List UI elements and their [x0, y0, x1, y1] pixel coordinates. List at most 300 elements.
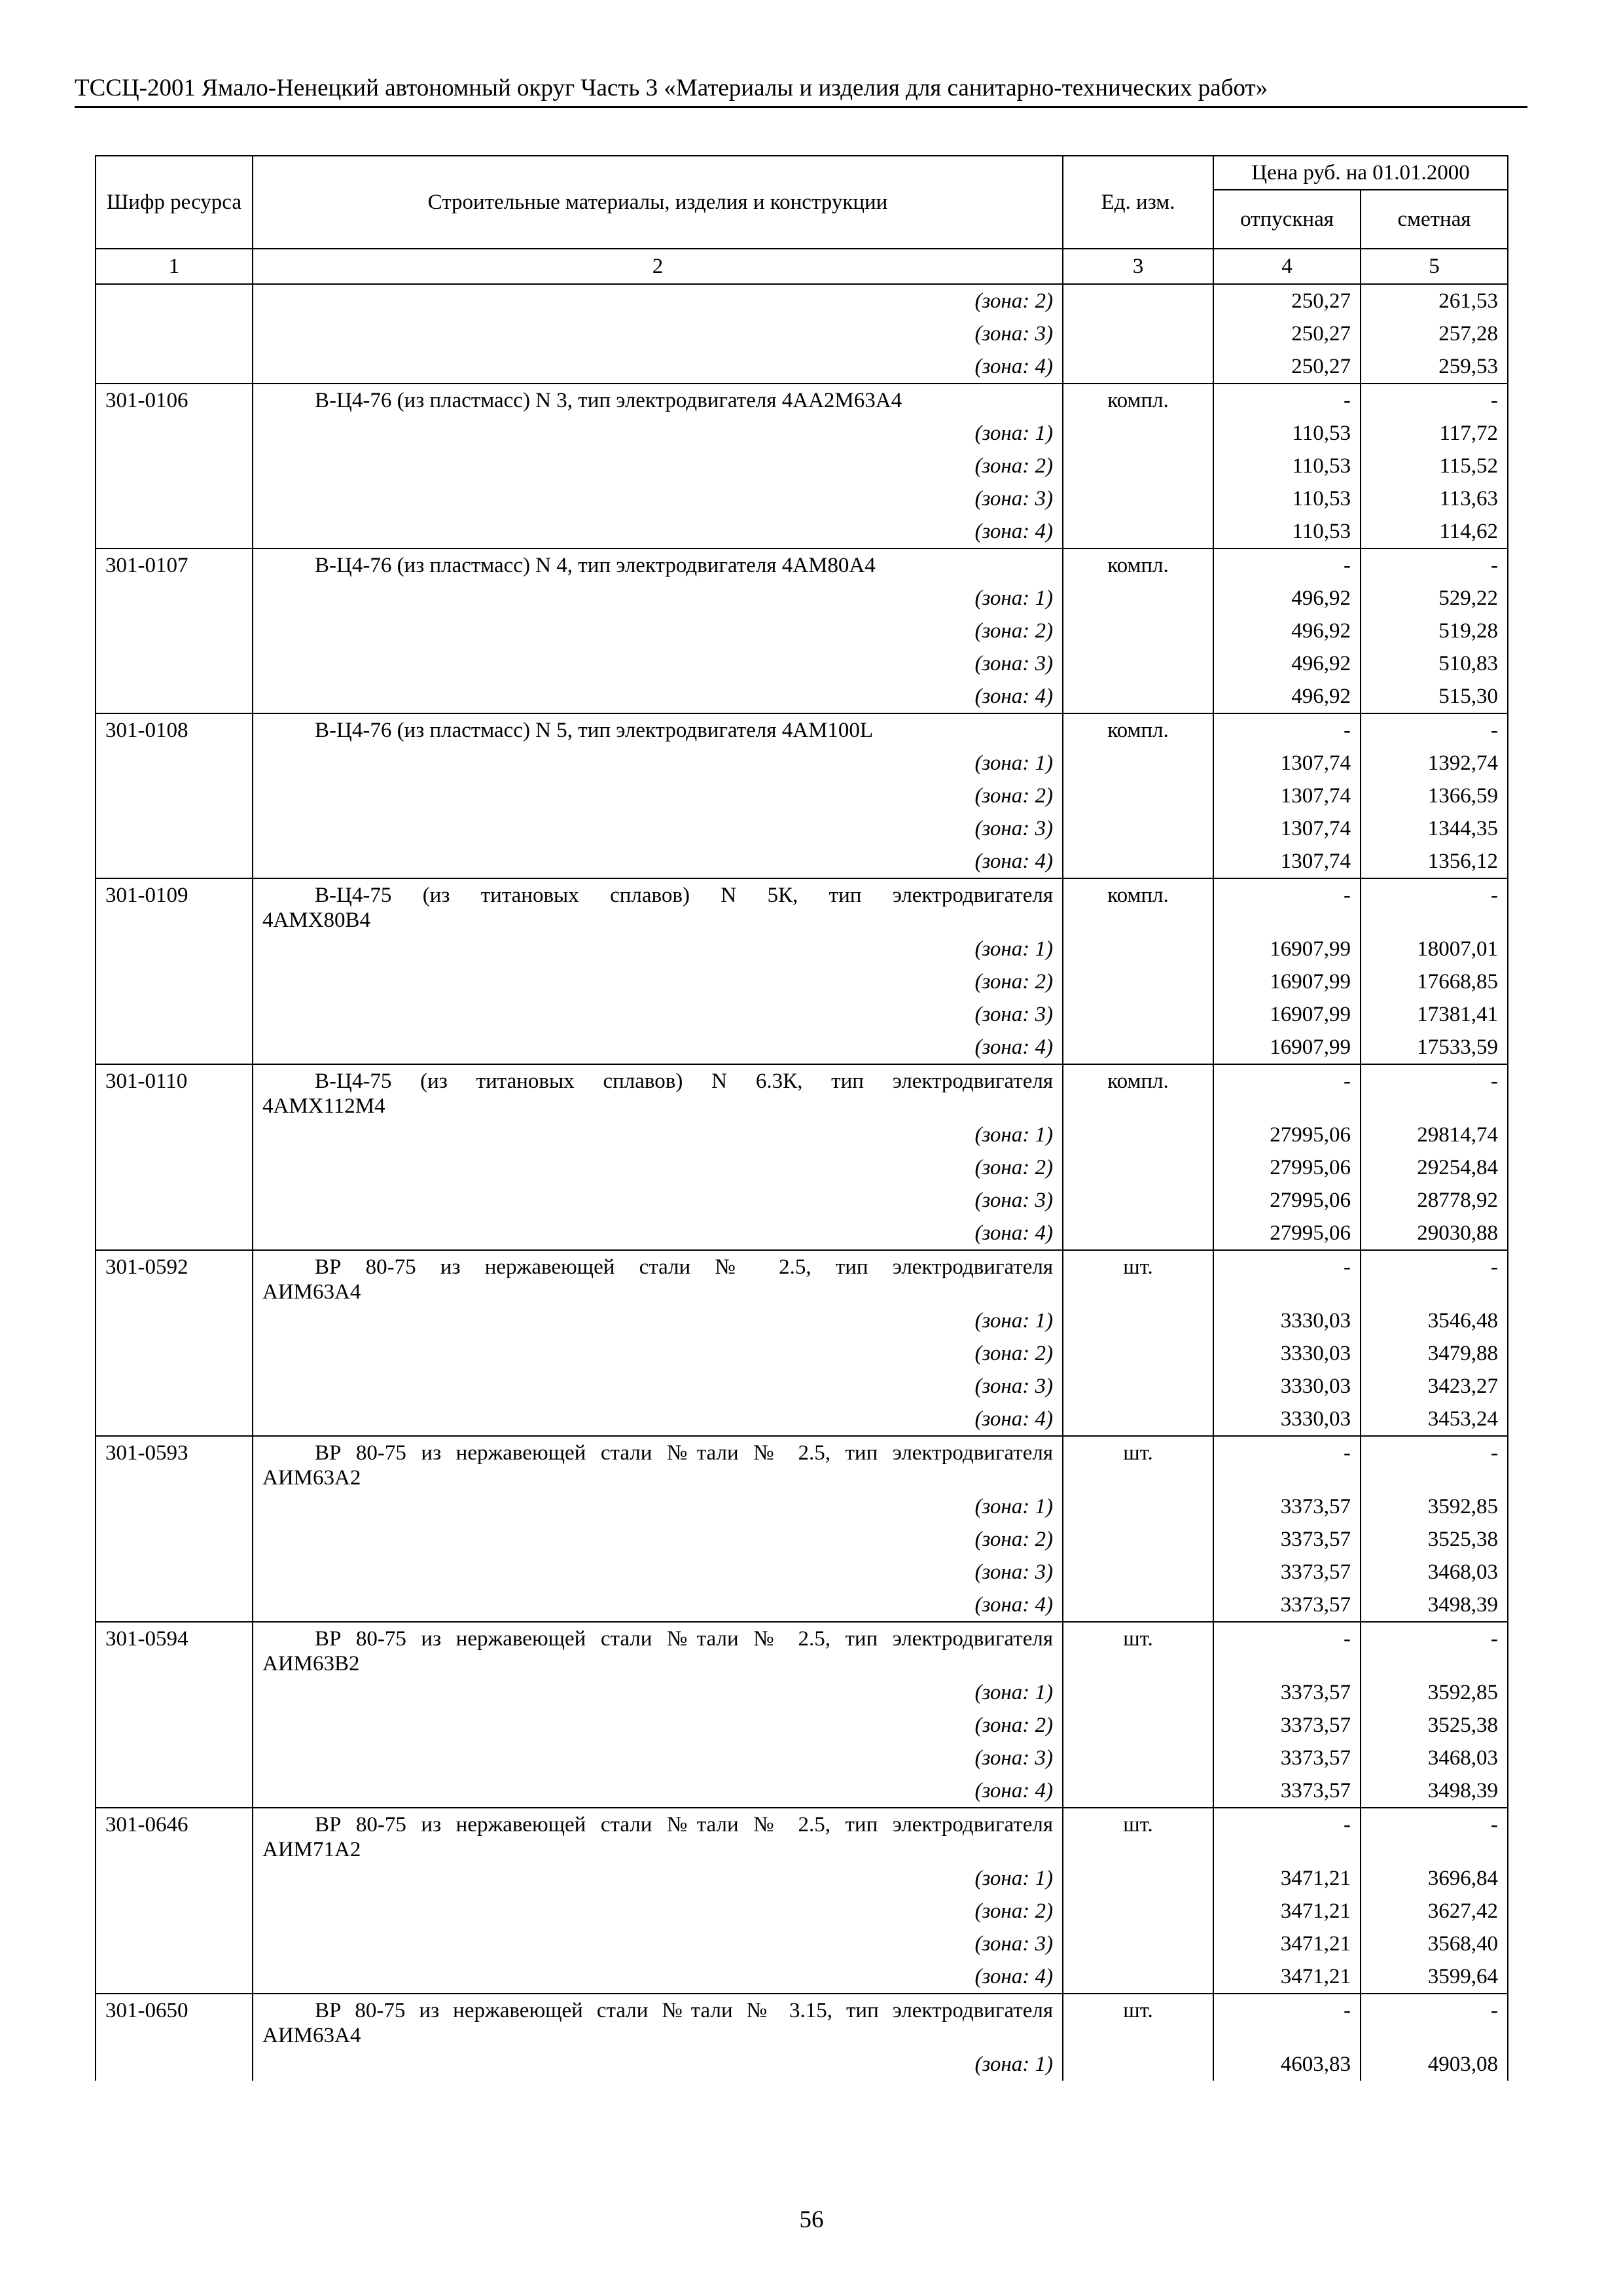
resource-code-empty [96, 350, 253, 384]
resource-code-empty [96, 1031, 253, 1064]
zone-label: (зона: 2) [253, 1523, 1063, 1556]
zone-label: (зона: 3) [253, 1742, 1063, 1774]
price-estimate: 259,53 [1361, 350, 1508, 384]
material-name [253, 1808, 1063, 1862]
zone-label: (зона: 1) [253, 1490, 1063, 1523]
price-estimate: 510,83 [1361, 647, 1508, 680]
header-price-release: отпускная [1213, 190, 1361, 249]
resource-code-empty [96, 1895, 253, 1928]
price-estimate: - [1361, 1436, 1508, 1490]
price-release: 3471,21 [1213, 1895, 1361, 1928]
material-name [253, 1436, 1063, 1490]
price-release: 3373,57 [1213, 1490, 1361, 1523]
unit-empty [1063, 933, 1213, 965]
price-estimate: 3592,85 [1361, 1676, 1508, 1709]
price-estimate: 17533,59 [1361, 1031, 1508, 1064]
price-release: 3373,57 [1213, 1676, 1361, 1709]
zone-row [96, 1709, 1508, 1742]
price-estimate: 3599,64 [1361, 1960, 1508, 1994]
resource-code-empty [96, 933, 253, 965]
zone-row [96, 1337, 1508, 1370]
resource-code: 301-0107 [96, 548, 253, 582]
material-name-line: В-Ц4-75 (из титановых сплавов) N 6.3К, тип электродвигателя [315, 1069, 1053, 1093]
unit-empty [1063, 1184, 1213, 1217]
material-name [253, 548, 1063, 582]
zone-row [96, 965, 1508, 998]
price-release: - [1213, 1808, 1361, 1862]
unit-empty [1063, 1119, 1213, 1151]
price-estimate: - [1361, 713, 1508, 747]
resource-code-empty [96, 1676, 253, 1709]
table-row [96, 1064, 1508, 1119]
table-row [96, 1994, 1508, 2048]
column-number: 3 [1063, 249, 1213, 284]
table-row [96, 1622, 1508, 1676]
unit-empty [1063, 2048, 1213, 2081]
table-row [96, 878, 1508, 933]
unit-empty [1063, 1304, 1213, 1337]
zone-row [96, 615, 1508, 647]
zone-label: (зона: 3) [253, 1184, 1063, 1217]
unit-empty [1063, 1151, 1213, 1184]
zone-label: (зона: 1) [253, 747, 1063, 780]
price-release: - [1213, 1436, 1361, 1490]
zone-row [96, 482, 1508, 515]
price-release: - [1213, 384, 1361, 417]
price-release: 110,53 [1213, 417, 1361, 450]
unit-of-measure: шт. [1063, 1436, 1213, 1490]
resource-code: 301-0108 [96, 713, 253, 747]
unit-empty [1063, 1217, 1213, 1250]
material-name [253, 1994, 1063, 2048]
price-release: 3373,57 [1213, 1588, 1361, 1622]
zone-row [96, 450, 1508, 482]
price-estimate: - [1361, 878, 1508, 933]
column-number: 4 [1213, 249, 1361, 284]
material-name-line: 4АМХ112М4 [262, 1094, 385, 1118]
table-row [96, 384, 1508, 417]
unit-empty [1063, 647, 1213, 680]
price-estimate: 3592,85 [1361, 1490, 1508, 1523]
header-price: Цена руб. на 01.01.2000 [1213, 156, 1508, 190]
zone-row [96, 747, 1508, 780]
resource-code-empty [96, 780, 253, 812]
resource-code-empty [96, 680, 253, 713]
unit-empty [1063, 1556, 1213, 1588]
resource-code-empty [96, 482, 253, 515]
resource-code-empty [96, 1523, 253, 1556]
zone-label: (зона: 2) [253, 1151, 1063, 1184]
zone-row [96, 1523, 1508, 1556]
zone-row [96, 1676, 1508, 1709]
zone-label: (зона: 2) [253, 1709, 1063, 1742]
price-release: 1307,74 [1213, 747, 1361, 780]
price-release: - [1213, 1622, 1361, 1676]
unit-empty [1063, 1960, 1213, 1994]
price-release: 3330,03 [1213, 1370, 1361, 1403]
material-name-line: В-Ц4-76 (из пластмасс) N 4, тип электродвигателя 4АМ80А4 [315, 554, 876, 577]
unit-of-measure: шт. [1063, 1622, 1213, 1676]
price-estimate: - [1361, 1994, 1508, 2048]
price-release: 250,27 [1213, 350, 1361, 384]
zone-row [96, 933, 1508, 965]
material-name [253, 878, 1063, 933]
zone-row [96, 417, 1508, 450]
zone-row [96, 1217, 1508, 1250]
price-estimate: 1392,74 [1361, 747, 1508, 780]
price-estimate: 113,63 [1361, 482, 1508, 515]
price-release: 3471,21 [1213, 1960, 1361, 1994]
header-name: Строительные материалы, изделия и конструкции [253, 156, 1063, 249]
resource-code-empty [96, 845, 253, 878]
price-release: 496,92 [1213, 582, 1361, 615]
price-estimate: 3479,88 [1361, 1337, 1508, 1370]
resource-code-empty [96, 1928, 253, 1960]
price-release: 3373,57 [1213, 1556, 1361, 1588]
price-release: 496,92 [1213, 680, 1361, 713]
unit-of-measure: компл. [1063, 713, 1213, 747]
zone-row [96, 350, 1508, 384]
resource-code-empty [96, 1709, 253, 1742]
zone-label: (зона: 2) [253, 1895, 1063, 1928]
price-release: 3330,03 [1213, 1304, 1361, 1337]
price-release: - [1213, 1250, 1361, 1304]
header-code: Шифр ресурса [96, 156, 253, 249]
price-release: 3373,57 [1213, 1742, 1361, 1774]
material-name-line: АИМ63А2 [262, 1466, 361, 1490]
price-release: 3373,57 [1213, 1774, 1361, 1808]
price-estimate: 3525,38 [1361, 1709, 1508, 1742]
price-release: 27995,06 [1213, 1151, 1361, 1184]
material-name-line: В-Ц4-76 (из пластмасс) N 5, тип электродвигателя 4АМ100L [315, 719, 874, 742]
material-name-line: АИМ63В2 [262, 1652, 360, 1676]
material-name-line: АИМ63А4 [262, 2024, 361, 2047]
zone-label: (зона: 1) [253, 1862, 1063, 1895]
unit-of-measure: шт. [1063, 1250, 1213, 1304]
price-release: 1307,74 [1213, 845, 1361, 878]
unit-of-measure: компл. [1063, 384, 1213, 417]
price-release: - [1213, 1064, 1361, 1119]
zone-label: (зона: 1) [253, 582, 1063, 615]
zone-row [96, 1151, 1508, 1184]
zone-label: (зона: 1) [253, 417, 1063, 450]
material-name [253, 713, 1063, 747]
price-estimate: 29254,84 [1361, 1151, 1508, 1184]
zone-row [96, 1370, 1508, 1403]
price-release: - [1213, 713, 1361, 747]
price-estimate: 18007,01 [1361, 933, 1508, 965]
resource-code-empty [96, 812, 253, 845]
resource-code: 301-0593 [96, 1436, 253, 1490]
zone-label: (зона: 2) [253, 615, 1063, 647]
unit-empty [1063, 780, 1213, 812]
resource-code: 301-0109 [96, 878, 253, 933]
zone-label: (зона: 1) [253, 2048, 1063, 2081]
resource-code-empty [96, 582, 253, 615]
price-release: 27995,06 [1213, 1217, 1361, 1250]
price-release: 110,53 [1213, 482, 1361, 515]
material-name [253, 1064, 1063, 1119]
price-estimate: 117,72 [1361, 417, 1508, 450]
price-estimate: 3525,38 [1361, 1523, 1508, 1556]
price-estimate: 1366,59 [1361, 780, 1508, 812]
header-unit: Ед. изм. [1063, 156, 1213, 249]
resource-code-empty [96, 515, 253, 548]
resource-code-empty [96, 1490, 253, 1523]
zone-row [96, 1960, 1508, 1994]
price-estimate: 17668,85 [1361, 965, 1508, 998]
resource-code-empty [96, 284, 253, 317]
material-name [253, 1622, 1063, 1676]
price-estimate: 529,22 [1361, 582, 1508, 615]
table-row [96, 713, 1508, 747]
price-release: 3471,21 [1213, 1928, 1361, 1960]
unit-empty [1063, 582, 1213, 615]
price-release: 27995,06 [1213, 1184, 1361, 1217]
resource-code-empty [96, 1588, 253, 1622]
zone-label: (зона: 1) [253, 1119, 1063, 1151]
zone-row [96, 582, 1508, 615]
price-release: 110,53 [1213, 450, 1361, 482]
price-release: 3330,03 [1213, 1403, 1361, 1436]
unit-of-measure: компл. [1063, 548, 1213, 582]
zone-row [96, 845, 1508, 878]
price-estimate: 1356,12 [1361, 845, 1508, 878]
resource-code: 301-0594 [96, 1622, 253, 1676]
resource-code-empty [96, 1337, 253, 1370]
price-estimate: - [1361, 384, 1508, 417]
price-release: 4603,83 [1213, 2048, 1361, 2081]
zone-row [96, 1119, 1508, 1151]
price-estimate: 4903,08 [1361, 2048, 1508, 2081]
price-estimate: - [1361, 1808, 1508, 1862]
zone-row [96, 1928, 1508, 1960]
zone-label: (зона: 4) [253, 515, 1063, 548]
unit-empty [1063, 1895, 1213, 1928]
price-estimate: 3546,48 [1361, 1304, 1508, 1337]
zone-label: (зона: 4) [253, 1403, 1063, 1436]
unit-of-measure: компл. [1063, 1064, 1213, 1119]
zone-row [96, 1588, 1508, 1622]
unit-empty [1063, 812, 1213, 845]
price-release: 27995,06 [1213, 1119, 1361, 1151]
material-name-line: ВР 80-75 из нержавеющей стали № 2.5, тип электродвигателя [315, 1255, 1053, 1279]
price-estimate: 1344,35 [1361, 812, 1508, 845]
zone-label: (зона: 1) [253, 1676, 1063, 1709]
price-estimate: 3423,27 [1361, 1370, 1508, 1403]
material-name-line: АИМ63А4 [262, 1280, 361, 1304]
zone-row [96, 1862, 1508, 1895]
material-name-line: 4АМХ80В4 [262, 908, 371, 932]
zone-label: (зона: 1) [253, 933, 1063, 965]
resource-code-empty [96, 1774, 253, 1808]
zone-row [96, 515, 1508, 548]
header-rule [75, 106, 1527, 108]
resource-code-empty [96, 1119, 253, 1151]
unit-empty [1063, 747, 1213, 780]
unit-of-measure: компл. [1063, 878, 1213, 933]
unit-empty [1063, 417, 1213, 450]
price-estimate: 3468,03 [1361, 1742, 1508, 1774]
zone-row [96, 680, 1508, 713]
zone-label: (зона: 2) [253, 450, 1063, 482]
zone-label: (зона: 4) [253, 1588, 1063, 1622]
price-table [95, 155, 1508, 2081]
unit-empty [1063, 1862, 1213, 1895]
price-estimate: 28778,92 [1361, 1184, 1508, 1217]
zone-label: (зона: 2) [253, 1337, 1063, 1370]
zone-label: (зона: 4) [253, 1031, 1063, 1064]
zone-label: (зона: 1) [253, 1304, 1063, 1337]
zone-label: (зона: 4) [253, 1774, 1063, 1808]
price-release: 1307,74 [1213, 812, 1361, 845]
zone-row [96, 1742, 1508, 1774]
zone-label: (зона: 3) [253, 482, 1063, 515]
unit-empty [1063, 965, 1213, 998]
zone-row [96, 812, 1508, 845]
unit-empty [1063, 1337, 1213, 1370]
zone-label: (зона: 4) [253, 1217, 1063, 1250]
zone-row [96, 647, 1508, 680]
material-name-line: ВР 80-75 из нержавеющей стали №тали № 2.5, тип электродвигателя [315, 1627, 1053, 1651]
zone-label: (зона: 3) [253, 1370, 1063, 1403]
unit-empty [1063, 1523, 1213, 1556]
page-number: 56 [799, 2206, 824, 2233]
price-estimate: 115,52 [1361, 450, 1508, 482]
resource-code-empty [96, 1151, 253, 1184]
header-price-estimate: сметная [1361, 190, 1508, 249]
zone-label: (зона: 4) [253, 1960, 1063, 1994]
zone-label: (зона: 3) [253, 317, 1063, 350]
price-estimate: 29030,88 [1361, 1217, 1508, 1250]
price-release: - [1213, 878, 1361, 933]
resource-code-empty [96, 1403, 253, 1436]
zone-row [96, 1304, 1508, 1337]
price-estimate: 257,28 [1361, 317, 1508, 350]
zone-label: (зона: 4) [253, 350, 1063, 384]
resource-code-empty [96, 998, 253, 1031]
table-row [96, 1250, 1508, 1304]
zone-row [96, 1490, 1508, 1523]
material-name-line: В-Ц4-75 (из титановых сплавов) N 5К, тип электродвигателя [315, 884, 1053, 907]
unit-empty [1063, 284, 1213, 317]
resource-code-empty [96, 417, 253, 450]
price-release: 3373,57 [1213, 1709, 1361, 1742]
resource-code-empty [96, 1960, 253, 1994]
price-estimate: 29814,74 [1361, 1119, 1508, 1151]
zone-row [96, 1556, 1508, 1588]
resource-code-empty [96, 1742, 253, 1774]
unit-empty [1063, 450, 1213, 482]
price-estimate: - [1361, 548, 1508, 582]
material-name-line: В-Ц4-76 (из пластмасс) N 3, тип электродвигателя 4АА2М63А4 [315, 389, 902, 412]
unit-of-measure: шт. [1063, 1994, 1213, 2048]
zone-label: (зона: 2) [253, 284, 1063, 317]
zone-label: (зона: 4) [253, 845, 1063, 878]
price-release: 1307,74 [1213, 780, 1361, 812]
unit-empty [1063, 845, 1213, 878]
price-release: - [1213, 548, 1361, 582]
unit-empty [1063, 1676, 1213, 1709]
price-estimate: 17381,41 [1361, 998, 1508, 1031]
zone-row [96, 284, 1508, 317]
unit-empty [1063, 317, 1213, 350]
price-release: 496,92 [1213, 615, 1361, 647]
unit-empty [1063, 1403, 1213, 1436]
column-number: 2 [253, 249, 1063, 284]
resource-code-empty [96, 1370, 253, 1403]
zone-label: (зона: 3) [253, 1928, 1063, 1960]
price-release: 250,27 [1213, 317, 1361, 350]
material-name-line: ВР 80-75 из нержавеющей стали №тали № 3.15, тип электродвигателя [315, 1999, 1053, 2022]
unit-empty [1063, 515, 1213, 548]
unit-empty [1063, 1774, 1213, 1808]
resource-code-empty [96, 317, 253, 350]
price-estimate: 3468,03 [1361, 1556, 1508, 1588]
resource-code-empty [96, 615, 253, 647]
table-body [96, 284, 1508, 2081]
price-estimate: 519,28 [1361, 615, 1508, 647]
unit-empty [1063, 1370, 1213, 1403]
unit-empty [1063, 482, 1213, 515]
price-estimate: 3498,39 [1361, 1774, 1508, 1808]
price-estimate: 515,30 [1361, 680, 1508, 713]
zone-label: (зона: 3) [253, 812, 1063, 845]
zone-label: (зона: 2) [253, 965, 1063, 998]
price-release: - [1213, 1994, 1361, 2048]
resource-code: 301-0110 [96, 1064, 253, 1119]
resource-code-empty [96, 965, 253, 998]
material-name-line: АИМ71А2 [262, 1838, 361, 1861]
zone-row [96, 1774, 1508, 1808]
price-estimate: 3453,24 [1361, 1403, 1508, 1436]
price-release: 16907,99 [1213, 965, 1361, 998]
resource-code-empty [96, 1556, 253, 1588]
zone-row [96, 998, 1508, 1031]
column-number: 1 [96, 249, 253, 284]
resource-code-empty [96, 647, 253, 680]
zone-label: (зона: 2) [253, 780, 1063, 812]
resource-code: 301-0106 [96, 384, 253, 417]
table-row [96, 1808, 1508, 1862]
unit-empty [1063, 350, 1213, 384]
unit-empty [1063, 1490, 1213, 1523]
zone-label: (зона: 3) [253, 1556, 1063, 1588]
unit-empty [1063, 1031, 1213, 1064]
price-estimate: 3696,84 [1361, 1862, 1508, 1895]
table-row [96, 548, 1508, 582]
unit-empty [1063, 1588, 1213, 1622]
price-estimate: 3627,42 [1361, 1895, 1508, 1928]
resource-code-empty [96, 1217, 253, 1250]
price-estimate: 3568,40 [1361, 1928, 1508, 1960]
resource-code-empty [96, 1304, 253, 1337]
resource-code-empty [96, 2048, 253, 2081]
zone-row [96, 780, 1508, 812]
price-estimate: 261,53 [1361, 284, 1508, 317]
price-estimate: - [1361, 1622, 1508, 1676]
zone-label: (зона: 3) [253, 998, 1063, 1031]
price-release: 16907,99 [1213, 998, 1361, 1031]
zone-label: (зона: 3) [253, 647, 1063, 680]
price-estimate: - [1361, 1064, 1508, 1119]
running-header: ТССЦ-2001 Ямало-Ненецкий автономный округ Часть 3 «Материалы и изделия для санитарно-технических работ» [75, 75, 1268, 101]
price-release: 16907,99 [1213, 933, 1361, 965]
material-name-line: ВР 80-75 из нержавеющей стали №тали № 2.5, тип электродвигателя [315, 1813, 1053, 1837]
resource-code: 301-0592 [96, 1250, 253, 1304]
zone-row [96, 1895, 1508, 1928]
zone-label: (зона: 4) [253, 680, 1063, 713]
